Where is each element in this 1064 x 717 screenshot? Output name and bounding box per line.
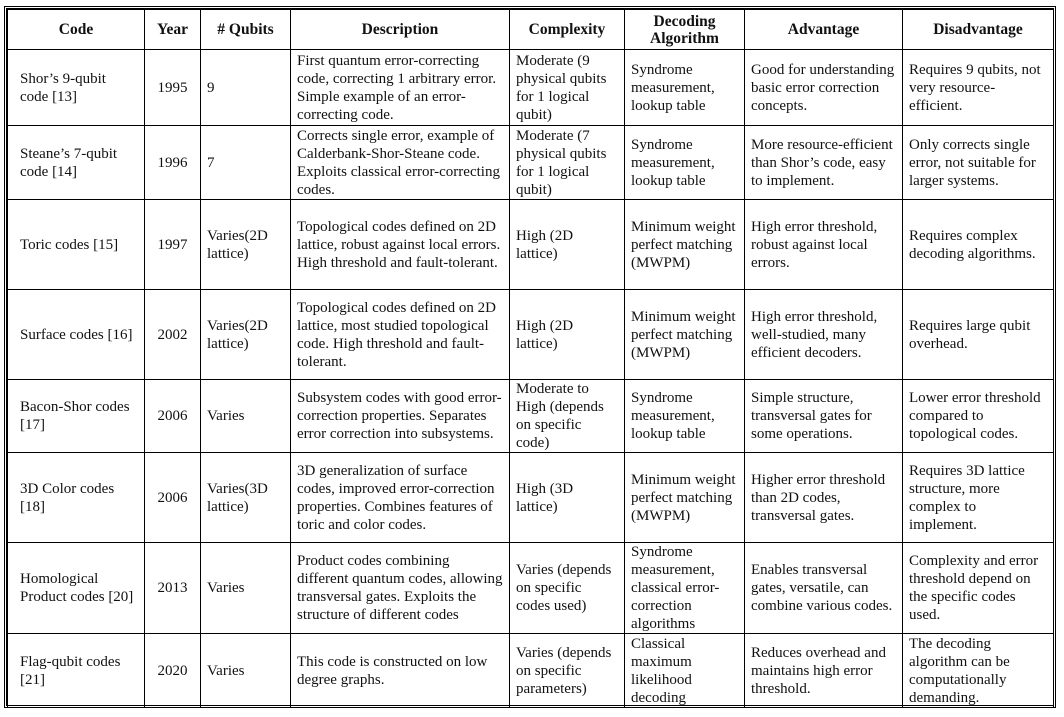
cell-advantage: Simple structure, transversal gates for some operations.	[745, 380, 903, 453]
table-row	[8, 543, 1054, 634]
cell-year: 1996	[145, 126, 201, 200]
cell-code: Steane’s 7-qubit code [14]	[8, 126, 145, 200]
cell-qubits: Varies	[201, 634, 291, 708]
cell-description: Corrects single error, example of Calderbank-Shor-Steane code. Exploits classical error-correcting codes.	[291, 126, 510, 200]
cell-code: Bacon-Shor codes [17]	[8, 380, 145, 453]
cell-code: Toric codes [15]	[8, 200, 145, 290]
cell-qubits: Varies	[201, 543, 291, 634]
table-row	[8, 200, 1054, 290]
cell-complexity: Varies (depends on specific codes used)	[510, 543, 625, 634]
table-row	[8, 453, 1054, 543]
cell-decoding-algorithm: Minimum weight perfect matching (MWPM)	[625, 200, 745, 290]
cell-code: Homological Product codes [20]	[8, 543, 145, 634]
cell-decoding-algorithm: Classical maximum likelihood decoding	[625, 634, 745, 708]
table-row	[8, 380, 1054, 453]
cell-decoding-algorithm: Minimum weight perfect matching (MWPM)	[625, 290, 745, 380]
table-row	[8, 290, 1054, 380]
cell-advantage: Enables transversal gates, versatile, can combine various codes.	[745, 543, 903, 634]
cell-complexity: High (2D lattice)	[510, 200, 625, 290]
cell-complexity: High (2D lattice)	[510, 290, 625, 380]
cell-year: 2006	[145, 380, 201, 453]
qec-comparison-table	[7, 9, 1054, 708]
cell-complexity: Moderate (9 physical qubits for 1 logical qubit)	[510, 50, 625, 126]
cell-disadvantage: Lower error threshold compared to topological codes.	[903, 380, 1054, 453]
cell-description: This code is constructed on low degree graphs.	[291, 634, 510, 708]
cell-disadvantage: The decoding algorithm can be computationally demanding.	[903, 634, 1054, 708]
cell-year: 2006	[145, 453, 201, 543]
cell-code: 3D Color codes [18]	[8, 453, 145, 543]
cell-year: 2013	[145, 543, 201, 634]
header-year: Year	[145, 10, 201, 50]
header-complexity: Complexity	[510, 10, 625, 50]
cell-complexity: Moderate to High (depends on specific code)	[510, 380, 625, 453]
cell-advantage: Higher error threshold than 2D codes, transversal gates.	[745, 453, 903, 543]
cell-description: Topological codes defined on 2D lattice, robust against local errors. High threshold and fault-tolerant.	[291, 200, 510, 290]
cell-description: Product codes combining different quantum codes, allowing transversal gates. Exploits the structure of different codes	[291, 543, 510, 634]
cell-disadvantage: Requires large qubit overhead.	[903, 290, 1054, 380]
cell-qubits: 7	[201, 126, 291, 200]
cell-description: Topological codes defined on 2D lattice, most studied topological code. High threshold and fault-tolerant.	[291, 290, 510, 380]
cell-code: Surface codes [16]	[8, 290, 145, 380]
cell-qubits: Varies(3D lattice)	[201, 453, 291, 543]
cell-decoding-algorithm: Syndrome measurement, lookup table	[625, 380, 745, 453]
header-description: Description	[291, 10, 510, 50]
cell-description: First quantum error-correcting code, correcting 1 arbitrary error. Simple example of an error-correcting code.	[291, 50, 510, 126]
table-row	[8, 126, 1054, 200]
cell-disadvantage: Requires 9 qubits, not very resource-efficient.	[903, 50, 1054, 126]
header-disadvantage: Disadvantage	[903, 10, 1054, 50]
cell-qubits: Varies(2D lattice)	[201, 290, 291, 380]
cell-disadvantage: Only corrects single error, not suitable for larger systems.	[903, 126, 1054, 200]
cell-disadvantage: Complexity and error threshold depend on the specific codes used.	[903, 543, 1054, 634]
cell-year: 1995	[145, 50, 201, 126]
cell-decoding-algorithm: Syndrome measurement, classical error-correction algorithms	[625, 543, 745, 634]
cell-complexity: High (3D lattice)	[510, 453, 625, 543]
cell-year: 1997	[145, 200, 201, 290]
cell-advantage: Reduces overhead and maintains high error threshold.	[745, 634, 903, 708]
cell-advantage: More resource-efficient than Shor’s code, easy to implement.	[745, 126, 903, 200]
header-qubits: # Qubits	[201, 10, 291, 50]
cell-complexity: Varies (depends on specific parameters)	[510, 634, 625, 708]
cell-code: Flag-qubit codes [21]	[8, 634, 145, 708]
table-row	[8, 634, 1054, 708]
cell-advantage: High error threshold, robust against local errors.	[745, 200, 903, 290]
cell-description: Subsystem codes with good error-correction properties. Separates error correction into subsystems.	[291, 380, 510, 453]
cell-decoding-algorithm: Minimum weight perfect matching (MWPM)	[625, 453, 745, 543]
cell-description: 3D generalization of surface codes, improved error-correction properties. Combines features of toric and color codes.	[291, 453, 510, 543]
cell-complexity: Moderate (7 physical qubits for 1 logical qubit)	[510, 126, 625, 200]
cell-advantage: High error threshold, well-studied, many efficient decoders.	[745, 290, 903, 380]
cell-code: Shor’s 9-qubit code [13]	[8, 50, 145, 126]
cell-disadvantage: Requires complex decoding algorithms.	[903, 200, 1054, 290]
cell-qubits: Varies(2D lattice)	[201, 200, 291, 290]
cell-qubits: Varies	[201, 380, 291, 453]
header-code: Code	[8, 10, 145, 50]
header-decoding-algorithm: Decoding Algorithm	[625, 10, 745, 50]
cell-qubits: 9	[201, 50, 291, 126]
header-advantage: Advantage	[745, 10, 903, 50]
header-row	[8, 10, 1054, 50]
cell-year: 2002	[145, 290, 201, 380]
cell-decoding-algorithm: Syndrome measurement, lookup table	[625, 50, 745, 126]
table-row	[8, 50, 1054, 126]
cell-disadvantage: Requires 3D lattice structure, more complex to implement.	[903, 453, 1054, 543]
cell-decoding-algorithm: Syndrome measurement, lookup table	[625, 126, 745, 200]
cell-year: 2020	[145, 634, 201, 708]
cell-advantage: Good for understanding basic error correction concepts.	[745, 50, 903, 126]
